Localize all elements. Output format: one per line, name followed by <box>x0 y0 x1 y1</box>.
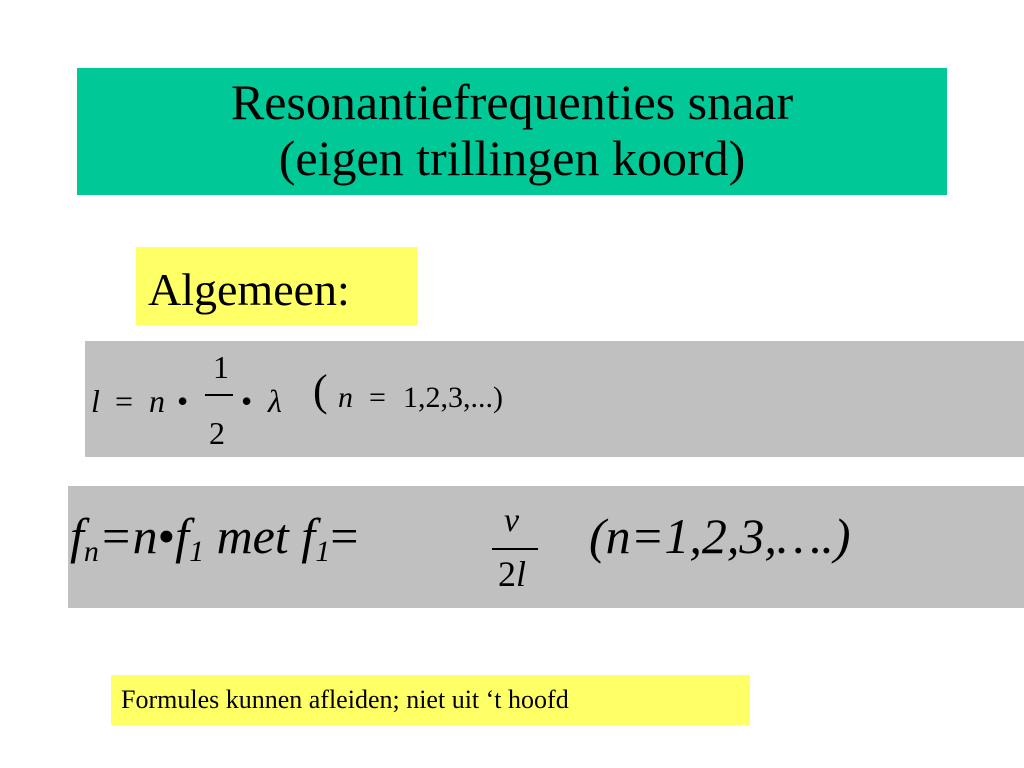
formula1-lambda: λ <box>268 383 282 419</box>
title-line-1: Resonantiefrequenties snaar <box>230 74 794 130</box>
formula1-l: l <box>91 383 100 419</box>
formula2-frac-num: v <box>504 502 520 539</box>
formula2-f: f <box>70 508 84 564</box>
formula2-frac-line <box>492 548 538 550</box>
formula1-cond-n: n <box>338 381 353 414</box>
formula2-dot: • <box>157 508 176 564</box>
title-banner <box>77 68 947 195</box>
formula1-frac-num: 1 <box>213 349 229 385</box>
formula2-condition: (n=1,2,3,….) <box>589 508 851 564</box>
formula1-cond-equals: = <box>369 381 386 414</box>
formula1-dot-2: • <box>241 383 253 419</box>
formula2-main <box>70 508 359 568</box>
formula1-dot-1: • <box>177 383 189 419</box>
formula2-met: met <box>204 508 302 564</box>
formula2-f1: f <box>175 508 190 564</box>
formula-frequency <box>68 486 1024 608</box>
formula2-eq-n: =n <box>98 508 158 564</box>
formula2-frac-den-var: l <box>516 554 527 594</box>
section-label: Algemeen: <box>136 247 418 325</box>
formula1-frac-line <box>205 394 233 396</box>
formula-length-wavelength <box>85 341 1024 457</box>
title-line-2: (eigen trillingen koord) <box>278 130 746 186</box>
formula2-f1b: f <box>301 508 316 564</box>
formula2-sub-n: n <box>83 535 99 568</box>
formula2-frac-den-num: 2 <box>498 554 516 594</box>
formula1-frac-den: 2 <box>209 415 225 451</box>
formula1-open-paren: ( <box>313 366 328 415</box>
formula2-equals: = <box>330 508 359 564</box>
formula2-sub-1: 1 <box>189 535 205 568</box>
formula1-cond-values: 1,2,3,...) <box>403 381 503 414</box>
note-box: Formules kunnen afleiden; niet uit ‘t hoofd <box>111 675 750 725</box>
formula1-n: n <box>149 383 165 419</box>
formula2-frac-den <box>498 556 526 592</box>
formula2-sub-1b: 1 <box>315 535 331 568</box>
formula1-equals: = <box>115 383 134 419</box>
